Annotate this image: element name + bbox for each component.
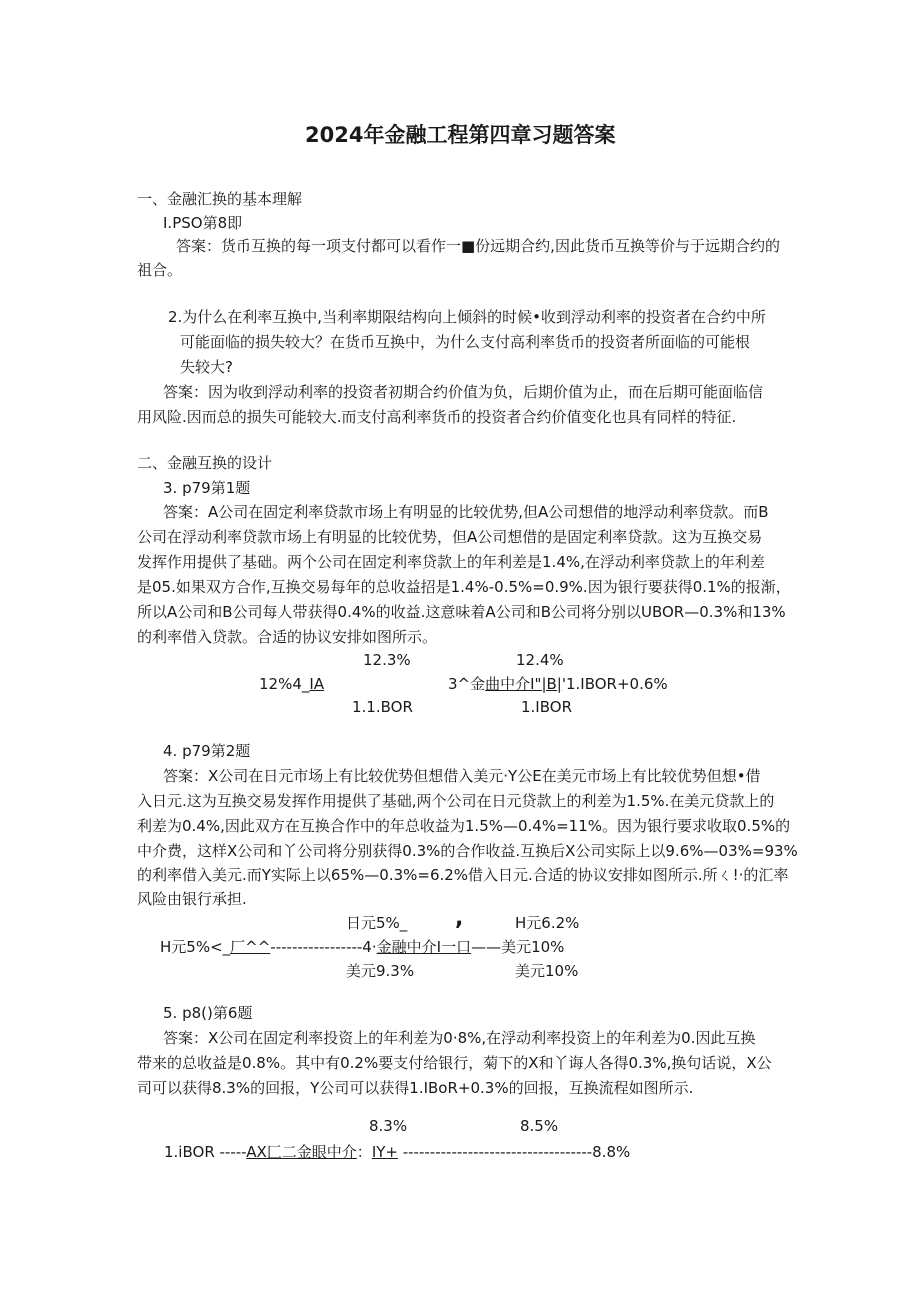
q4-diagram-top-comma: ,: [455, 906, 464, 931]
section-2-heading: 二、金融互换的设计: [137, 454, 273, 472]
q4-diagram-mid-left: H元5%<_: [160, 938, 231, 956]
q3-diagram-bottom-right: 1.IBOR: [521, 698, 572, 716]
q5-diagram-mid-dashes: -----------------------------------8.8%: [397, 1143, 631, 1161]
q5-diagram-mid: [164, 1143, 630, 1161]
q5-diagram-mid-left: 1.iBOR -----: [164, 1143, 247, 1161]
q5-diagram-mid-sep: ：: [356, 1143, 372, 1161]
company-x-box: 厂^^: [230, 938, 271, 956]
q5-answer-line-1: 答案：X公司在固定利率投资上的年利差为0·8%,在浮动利率投资上的年利差为0.因此互换: [163, 1029, 756, 1047]
q3-answer-line-1: 答案：A公司在固定利率贷款市场上有明显的比较优势,但A公司想借的地浮动利率贷款。而B: [163, 503, 769, 521]
q2-question-line-1: 2.为什么在利率互换中,当利率期限结构向上倾斜的时候•收到浮动利率的投资者在合约中所: [168, 308, 766, 326]
q5-label: 5. p8()第6题: [163, 1004, 253, 1022]
q3-diagram-mid-right: '1.IBOR+0.6%: [561, 675, 668, 693]
q3-answer-line-3: 发挥作用提供了基础。两个公司在固定利率贷款上的年利差是1.4%,在浮动利率贷款上的年利差: [137, 553, 765, 571]
q3-diagram-bottom-left: 1.1.BOR: [352, 698, 413, 716]
q3-answer-line-2: 公司在浮动利率贷款市场上有明显的比较优势，但A公司想借的是固定利率贷款。这为互换交易: [137, 528, 763, 546]
q3-answer-line-5: 所以A公司和B公司每人带获得0.4%的收益.这意味着A公司和B公司将分别以UBOR—0.3%和13%: [137, 603, 786, 621]
q2-question-line-3: 失较大?: [180, 358, 233, 376]
q3-answer-line-4: 是05.如果双方合作,互换交易每年的总收益招是1.4%-0.5%=0.9%.因为银行要获得0.1%的报渐，: [137, 578, 791, 596]
q3-diagram-top-right: 12.4%: [516, 651, 564, 669]
intermediary-box: 金融中介I: [376, 938, 442, 956]
q4-diagram-top-right: H元6.2%: [515, 914, 580, 932]
q4-diagram-bottom-left: 美元9.3%: [346, 962, 415, 980]
q3-diagram-mid-left-text: 12%4_: [259, 675, 310, 693]
q4-diagram-bottom-right: 美元10%: [515, 962, 579, 980]
q3-label: 3. p79第1题: [163, 479, 251, 497]
q4-diagram-mid: [160, 938, 564, 956]
intermediary-box: 曲中介I": [485, 675, 542, 693]
company-a-box: IA: [309, 675, 325, 693]
q5-diagram-top-left: 8.3%: [369, 1117, 408, 1135]
q4-diagram-mid-right: ——美元10%: [471, 938, 565, 956]
q2-answer-line-1: 答案：因为收到浮动利率的投资者初期合约价值为负，后期价值为止，而在后期可能面临信: [163, 383, 764, 401]
q4-answer-line-6: 风险由银行承担.: [137, 890, 247, 908]
q5-diagram-top-right: 8.5%: [520, 1117, 559, 1135]
q4-diagram-mid-dashes: -----------------4·: [270, 938, 377, 956]
q4-answer-line-3: 利差为0.4%,因此双方在互换合作中的年总收益为1.5%—0.4%=11%。因为银行要求收取0.5%的: [137, 817, 791, 835]
q2-question-line-2: 可能面临的损失较大？在货币互换中，为什么支付高利率货币的投资者所面临的可能根: [180, 333, 751, 351]
q1-label: I.PSO第8即: [163, 214, 243, 232]
section-1-heading: 一、金融汇换的基本理解: [137, 190, 303, 208]
q2-answer-line-2: 用风险.因而总的损失可能较大.而支付高利率货币的投资者合约价值变化也具有同样的特征.: [137, 408, 737, 426]
q5-answer-line-3: 司可以获得8.3%的回报，Y公司可以获得1.IBoR+0.3%的回报，互换流程如图所示.: [137, 1079, 694, 1097]
q3-diagram-mid-center-pre: 3^金: [448, 675, 486, 693]
q3-diagram-mid-center: [448, 675, 668, 693]
company-x-intermediary-box: AX匚二金眼中介: [246, 1143, 357, 1161]
q3-answer-line-6: 的利率借入贷款。合适的协议安排如图所示。: [137, 628, 438, 646]
q5-answer-line-2: 带来的总收益是0.8%。其中有0.2%要支付给银行，菊下的X和丫诲人各得0.3%,换句话说，X公: [137, 1054, 772, 1072]
company-y-box: 一口: [441, 938, 472, 956]
company-b-box: |B|: [541, 675, 562, 693]
q4-answer-line-2: 入日元.这为互换交易发挥作用提供了基础,两个公司在日元贷款上的利差为1.5%.在美元贷款上的: [137, 792, 775, 810]
q3-diagram-mid-left: [259, 675, 324, 693]
q4-diagram-top-left: 日元5%_: [346, 914, 408, 932]
page-title: 2024年金融工程第四章习题答案: [305, 123, 616, 147]
q4-answer-line-5: 的利率借入美元.而Y实际上以65%—0.3%=6.2%借入日元.合适的协议安排如图所示.所ㄑ!·的汇率: [137, 866, 789, 884]
q4-label: 4. p79第2题: [163, 742, 251, 760]
company-y-box: IY+: [371, 1143, 398, 1161]
q3-diagram-top-left: 12.3%: [363, 651, 411, 669]
q4-answer-line-1: 答案：X公司在日元市场上有比较优势但想借入美元·Y公E在美元市场上有比较优势但想•借: [163, 767, 761, 785]
q4-answer-line-4: 中介费，这样X公司和丫公司将分别获得0.3%的合作收益.互换后X公司实际上以9.6%—03%=93%: [137, 842, 798, 860]
q1-answer-line-2: 祖合。: [137, 261, 183, 279]
q1-answer-line-1: 答案：货币互换的每一项支付都可以看作一■份远期合约,因此货币互换等价与于远期合约的: [176, 237, 780, 255]
